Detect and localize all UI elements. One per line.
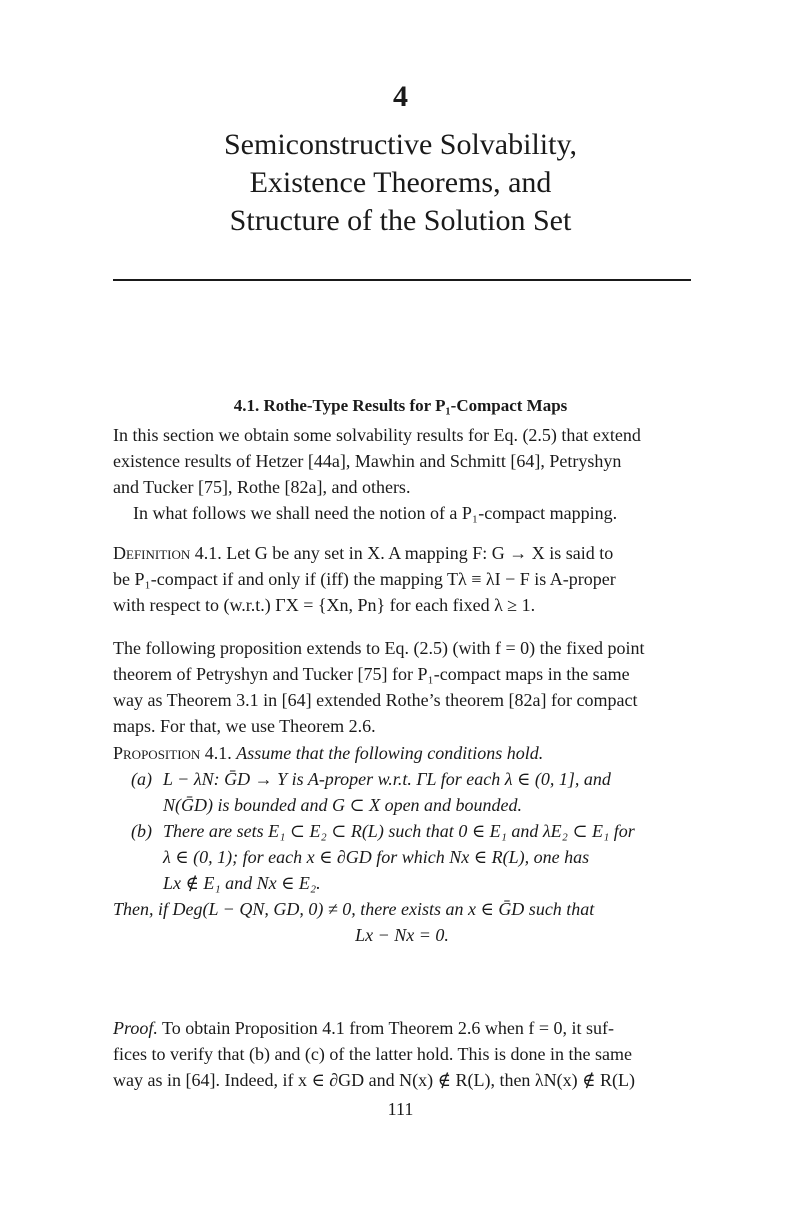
intro-paragraph: [113, 422, 691, 526]
item-b-line-2: λ ∈ (0, 1); for each x ∈ ∂GD for which Nx ∈ R(L), one has: [163, 847, 590, 867]
item-a-label: (a): [131, 769, 152, 789]
proof-label: Proof.: [113, 1018, 158, 1038]
item-a-line-2: N(ḠD) is bounded and G ⊂ X open and bounded.: [163, 795, 523, 815]
proposition-equation: Lx − Nx = 0.: [355, 925, 449, 945]
proof-block: [113, 1015, 691, 1093]
page-number: 111: [387, 1099, 414, 1119]
paragraph-2-line-2: theorem of Petryshyn and Tucker [75] for P₁-compact maps in the same: [113, 664, 630, 684]
intro-line-3: and Tucker [75], Rothe [82a], and others.: [113, 477, 411, 497]
definition-line-1: Let G be any set in X. A mapping F: G → X is said to: [226, 543, 614, 563]
item-b-line-1: There are sets E₁ ⊂ E₂ ⊂ R(L) such that 0 ∈ E₁ and λE₂ ⊂ E₁ for: [163, 821, 635, 841]
paragraph-2-line-4: maps. For that, we use Theorem 2.6.: [113, 716, 376, 736]
definition-block: [113, 540, 691, 618]
definition-number: 4.1.: [194, 543, 222, 563]
chapter-title-line-2: Existence Theorems, and: [249, 166, 552, 199]
section-heading: 4.1. Rothe-Type Results for P₁-Compact Maps: [233, 396, 568, 415]
chapter-number: 4: [393, 80, 408, 113]
paragraph-2: [113, 635, 691, 739]
paragraph-2-line-3: way as Theorem 3.1 in [64] extended Rothe’s theorem [82a] for compact: [113, 690, 638, 710]
proposition-statement: Assume that the following conditions hold.: [236, 743, 544, 763]
intro-line-1: In this section we obtain some solvability results for Eq. (2.5) that extend: [113, 425, 641, 445]
proposition-conclusion: Then, if Deg(L − QN, GD, 0) ≠ 0, there exists an x ∈ ḠD such that: [113, 899, 595, 919]
intro-line-4: In what follows we shall need the notion of a P₁-compact mapping.: [133, 503, 618, 523]
proposition-item-a: [113, 766, 691, 818]
item-b-label: (b): [131, 821, 152, 841]
chapter-divider-rule: [113, 279, 691, 281]
intro-line-2: existence results of Hetzer [44a], Mawhin and Schmitt [64], Petryshyn: [113, 451, 622, 471]
chapter-title-line-1: Semiconstructive Solvability,: [223, 128, 577, 161]
proof-line-2: fices to verify that (b) and (c) of the latter hold. This is done in the same: [113, 1044, 633, 1064]
proposition-block: [113, 740, 691, 948]
paragraph-2-line-1: The following proposition extends to Eq. (2.5) (with f = 0) the fixed point: [113, 638, 645, 658]
proof-line-1: To obtain Proposition 4.1 from Theorem 2.6 when f = 0, it suf-: [162, 1018, 615, 1038]
definition-line-3: with respect to (w.r.t.) ΓX = {Xn, Pn} for each fixed λ ≥ 1.: [113, 595, 536, 615]
proof-line-3: way as in [64]. Indeed, if x ∈ ∂GD and N(x) ∉ R(L), then λN(x) ∉ R(L): [113, 1070, 635, 1090]
chapter-title: [0, 126, 801, 240]
definition-line-2: be P₁-compact if and only if (iff) the mapping Tλ ≡ λI − F is A-proper: [113, 569, 616, 589]
proposition-item-b: [113, 818, 691, 896]
proposition-label: Proposition: [113, 743, 201, 763]
proposition-number: 4.1.: [204, 743, 232, 763]
item-a-line-1: L − λN: ḠD → Y is A-proper w.r.t. ΓL for each λ ∈ (0, 1], and: [163, 769, 611, 789]
definition-label: Definition: [113, 543, 191, 563]
item-b-line-3: Lx ∉ E₁ and Nx ∈ E₂.: [163, 873, 321, 893]
chapter-title-line-3: Structure of the Solution Set: [229, 204, 572, 237]
